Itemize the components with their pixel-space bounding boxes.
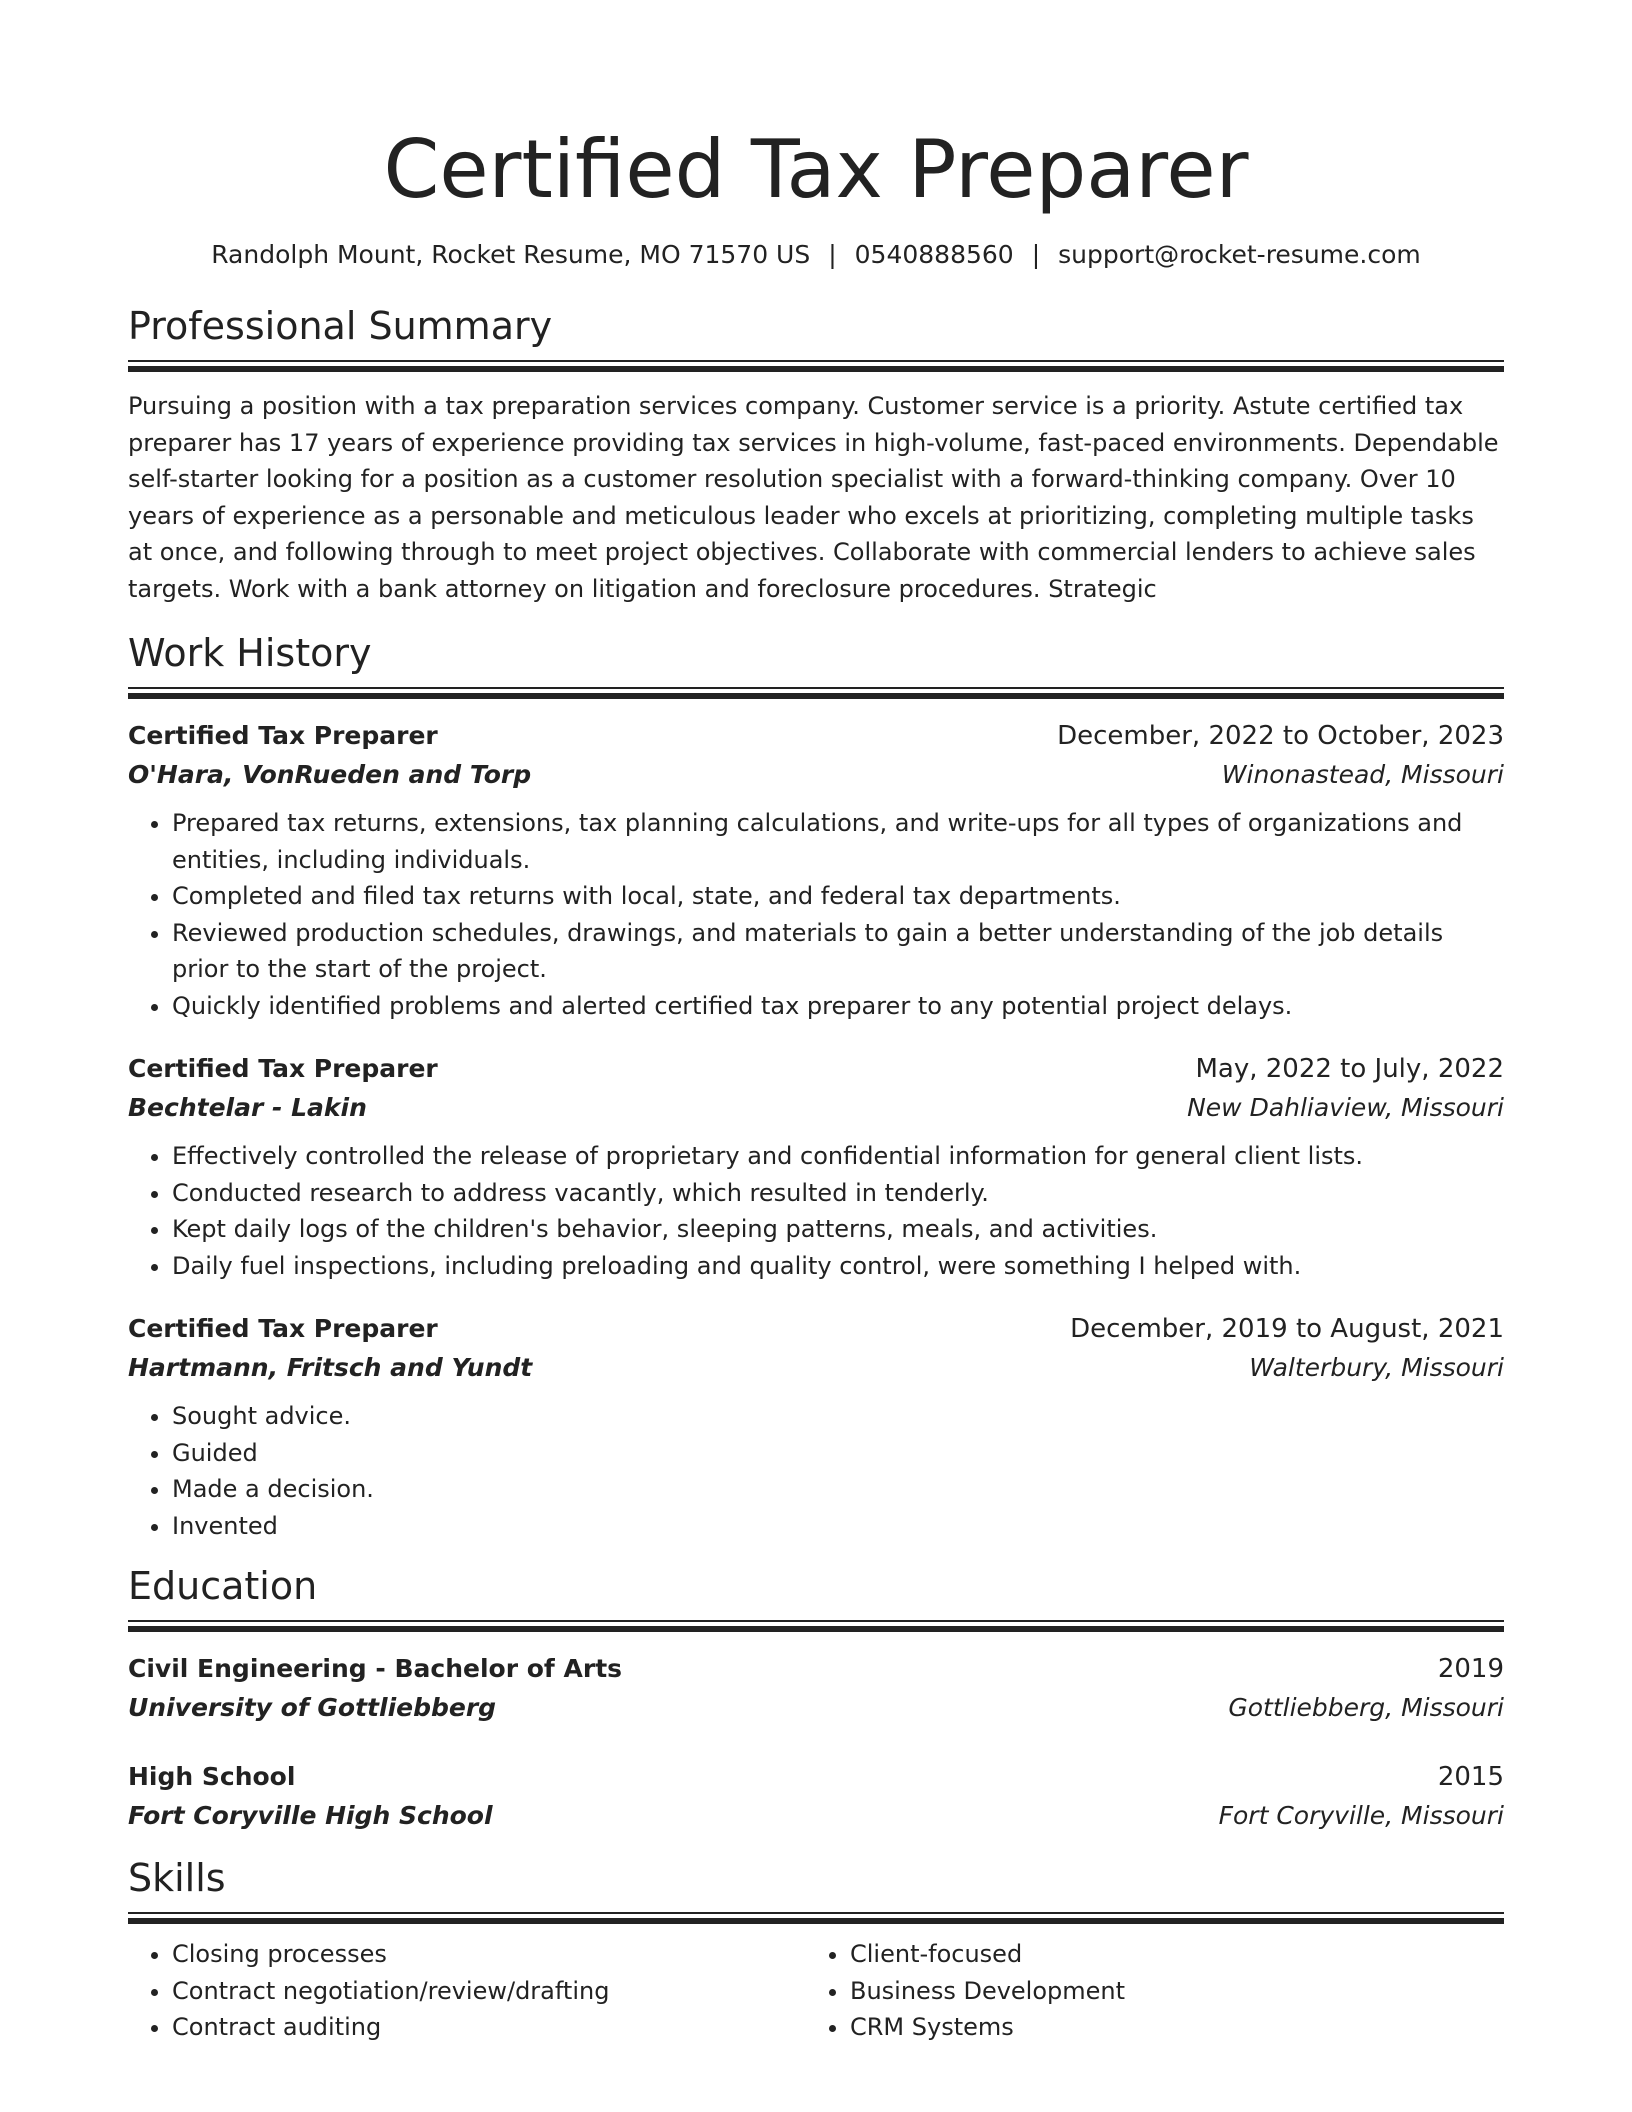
job-header-row [128,1050,1504,1088]
job-dates: December, 2022 to October, 2023 [1057,721,1504,751]
job-bullet: • Effectively controlled the release of proprietary and confidential information for general client lists. [172,1138,1504,1175]
contact-separator: | [1031,240,1041,269]
education-degree: Civil Engineering - Bachelor of Arts [128,1654,623,1683]
section-rule-thin [128,687,1504,689]
education-entry [128,1650,1504,1728]
job-location: New Dahliaview, Missouri [1187,1093,1504,1122]
job-bullets [128,1138,1504,1284]
resume-name: Certified Tax Preparer [383,123,1249,216]
skills-list [128,1936,806,2046]
summary-text: Pursuing a position with a tax preparation services company. Customer service is a priority. Astute certified tax preparer has 17 years of experience providing tax services in high-volume, fast-paced environments. Dependable self-starter looking for a position as a customer resolution specialist with a forward-thinking company. Over 10 years of experience as a personable and meticulous leader who excels at prioritizing, completing multiple tasks at once, and following through to meet project objectives. Collaborate with commercial lenders to achieve sales targets. Work with a bank attorney on litigation and foreclosure procedures. Strategic [128,392,1499,603]
skill-item: • Client-focused [850,1936,1484,1973]
skills-list [806,1936,1484,2046]
job-company-row [128,755,1504,795]
skill-item: • Business Development [850,1973,1484,2010]
job-entry [128,1310,1504,1544]
job-bullet: • Quickly identified problems and alerted certified tax preparer to any potential project delays. [172,988,1504,1025]
contact-email: support@rocket-resume.com [1058,240,1421,269]
education-school-row [128,1688,1504,1728]
education-location: Fort Coryville, Missouri [1218,1801,1504,1830]
skill-item: • Closing processes [172,1936,806,1973]
job-bullet: • Kept daily logs of the children's behavior, sleeping patterns, meals, and activities. [172,1211,1504,1248]
job-bullet: • Conducted research to address vacantly, which resulted in tenderly. [172,1175,1504,1212]
education-year: 2019 [1437,1654,1504,1684]
job-company: Hartmann, Fritsch and Yundt [128,1353,533,1382]
contact-separator: | [828,240,837,269]
job-dates: May, 2022 to July, 2022 [1195,1054,1504,1084]
job-title: Certified Tax Preparer [128,1314,438,1343]
education-header-row [128,1650,1504,1688]
job-bullet: • Sought advice. [172,1398,1504,1435]
summary-section [128,302,1504,607]
job-company-row [128,1348,1504,1388]
job-company-row [128,1088,1504,1128]
job-bullets [128,1398,1504,1544]
education-school-row [128,1796,1504,1836]
job-bullet: • Completed and filed tax returns with local, state, and federal tax departments. [172,878,1504,915]
job-bullet: • Made a decision. [172,1471,1504,1508]
work-heading: Work History [128,631,372,675]
contact-address: Randolph Mount, Rocket Resume, MO 71570 US [211,240,811,269]
education-year: 2015 [1437,1762,1504,1792]
section-rule-thin [128,1620,1504,1622]
resume-page [128,0,1504,2112]
job-company: O'Hara, VonRueden and Torp [128,760,532,789]
job-bullets [128,805,1504,1024]
contact-phone: 0540888560 [854,240,1014,269]
job-bullet: • Guided [172,1435,1504,1472]
job-header-row [128,717,1504,755]
skills-section [128,1854,1504,2046]
section-rule-thick [128,693,1504,699]
job-title: Certified Tax Preparer [128,721,438,750]
job-bullet: • Prepared tax returns, extensions, tax planning calculations, and write-ups for all types of organizations and entities, including individuals. [172,805,1504,878]
job-bullet: • Daily fuel inspections, including preloading and quality control, were something I helped with. [172,1248,1504,1285]
education-heading: Education [128,1564,318,1608]
skills-heading: Skills [128,1856,226,1900]
job-entry [128,717,1504,1024]
section-rule-thin [128,1912,1504,1914]
job-title: Certified Tax Preparer [128,1054,438,1083]
education-header-row [128,1758,1504,1796]
job-bullet: • Reviewed production schedules, drawings, and materials to gain a better understanding of the job details prior to the start of the project. [172,915,1504,988]
section-rule-thick [128,1626,1504,1632]
skill-item: • Contract auditing [172,2009,806,2046]
job-company: Bechtelar - Lakin [128,1093,367,1122]
education-school: University of Gottliebberg [128,1693,497,1722]
skill-item: • CRM Systems [850,2009,1484,2046]
education-section [128,1562,1504,1836]
section-rule-thin [128,360,1504,362]
job-header-row [128,1310,1504,1348]
summary-heading: Professional Summary [128,304,553,348]
skill-item: • Contract negotiation/review/drafting [172,1973,806,2010]
job-bullet: • Invented [172,1508,1504,1545]
education-entry [128,1758,1504,1836]
section-rule-thick [128,366,1504,372]
job-entry [128,1050,1504,1284]
skills-column-right [806,1936,1484,2046]
job-location: Winonastead, Missouri [1221,760,1504,789]
job-location: Walterbury, Missouri [1249,1353,1504,1382]
job-dates: December, 2019 to August, 2021 [1070,1314,1504,1344]
education-school: Fort Coryville High School [128,1801,493,1830]
education-degree: High School [128,1762,296,1791]
work-section [128,629,1504,1544]
skills-grid [128,1936,1504,2046]
skills-column-left [128,1936,806,2046]
section-rule-thick [128,1918,1504,1924]
education-location: Gottliebberg, Missouri [1228,1693,1504,1722]
contact-line [128,238,1504,272]
